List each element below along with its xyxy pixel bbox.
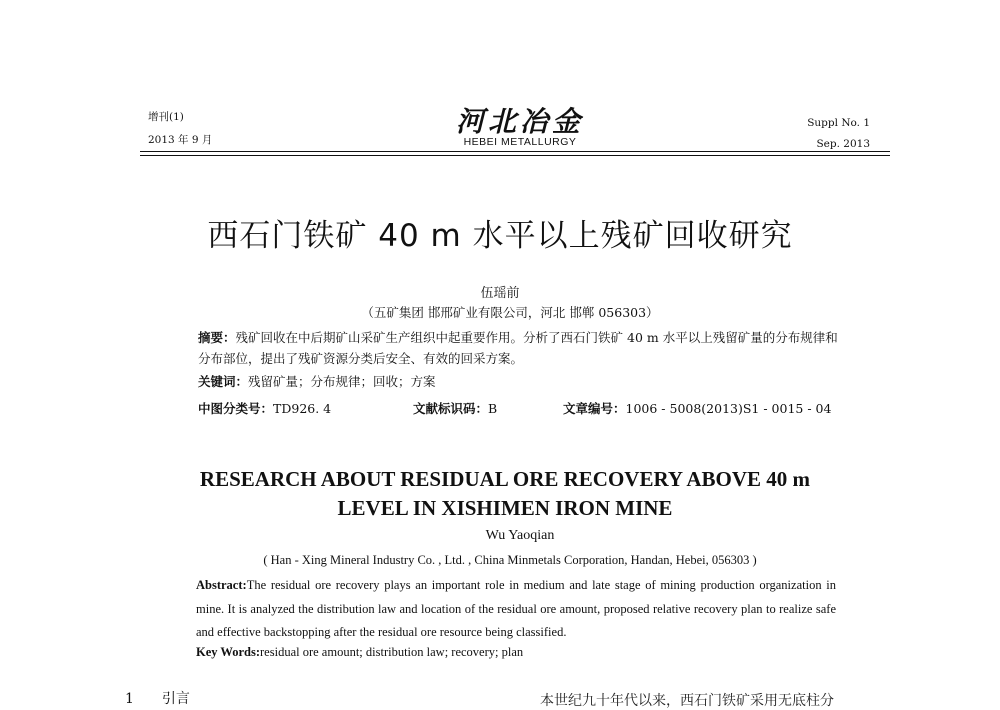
date-cn: 2013 年 9 月	[148, 134, 213, 146]
art-label: 文章编号：	[563, 401, 626, 416]
affiliation-cn: （五矿集团 邯邢矿业有限公司，河北 邯郸 056303）	[361, 305, 659, 320]
keywords-cn	[198, 371, 838, 392]
journal-logo-cn: 河北冶金	[455, 105, 584, 138]
header-right	[807, 116, 870, 152]
body-text-cut: 本世纪九十年代以来，西石门铁矿采用无底柱分	[540, 693, 834, 709]
section-title: 引言	[161, 691, 190, 707]
section-heading	[125, 688, 190, 708]
date-en: Sep. 2013	[816, 138, 870, 150]
paper-title-cn: 西石门铁矿 40 m 水平以上残矿回收研究	[207, 218, 793, 254]
keywords-en-text: residual ore amount; distribution law; recovery; plan	[260, 645, 524, 659]
clc-code	[198, 398, 413, 419]
affiliation-en: ( Han - Xing Mineral Industry Co. , Ltd. , China Minmetals Corporation, Handan, Hebei, 056303 )	[263, 553, 757, 567]
journal-name-en: HEBEI METALLURGY	[463, 136, 577, 148]
clc-label: 中图分类号：	[198, 401, 274, 416]
abstract-en-text: The residual ore recovery plays an important role in medium and late stage of mining production organization in mine. It is analyzed the distribution law and location of the residual ore amount, proposed relative recovery plan to realize safe and effective backstopping after the residual ore resource being classified.	[196, 578, 836, 639]
doc-code	[413, 398, 563, 419]
author-en: Wu Yaoqian	[485, 528, 555, 543]
keywords-en-label: Key Words:	[196, 645, 261, 659]
abstract-en-label: Abstract:	[196, 578, 247, 592]
clc-value: TD926. 4	[273, 401, 332, 416]
keywords-cn-text: 残留矿量；分布规律；回收；方案	[248, 374, 436, 389]
author-cn: 伍瑶前	[480, 286, 520, 301]
issue-cn: 增刊(1)	[148, 111, 184, 123]
abstract-cn	[198, 327, 838, 369]
abstract-cn-label: 摘要：	[198, 330, 236, 345]
doc-label: 文献标识码：	[413, 401, 489, 416]
keywords-cn-label: 关键词：	[198, 374, 249, 389]
suppl-number: Suppl No. 1	[807, 117, 870, 129]
article-number	[563, 398, 831, 419]
doc-value: B	[488, 401, 498, 416]
header-rule-thick	[140, 155, 890, 156]
section-number: 1	[125, 691, 134, 707]
header-rule-thin	[140, 151, 890, 152]
paper-title-en: RESEARCH ABOUT RESIDUAL ORE RECOVERY ABOVE 40 m LEVEL IN XISHIMEN IRON MINE	[199, 467, 811, 520]
keywords-en	[196, 645, 836, 660]
art-value: 1006 - 5008(2013)S1 - 0015 - 04	[625, 401, 832, 416]
classification-row	[198, 398, 838, 419]
abstract-cn-text: 残矿回收在中后期矿山采矿生产组织中起重要作用。分析了西石门铁矿 40 m 水平以上残留矿量的分布规律和分布部位，提出了残矿资源分类后安全、有效的回采方案。	[198, 330, 838, 366]
abstract-en	[196, 574, 836, 645]
header-left	[148, 110, 212, 148]
